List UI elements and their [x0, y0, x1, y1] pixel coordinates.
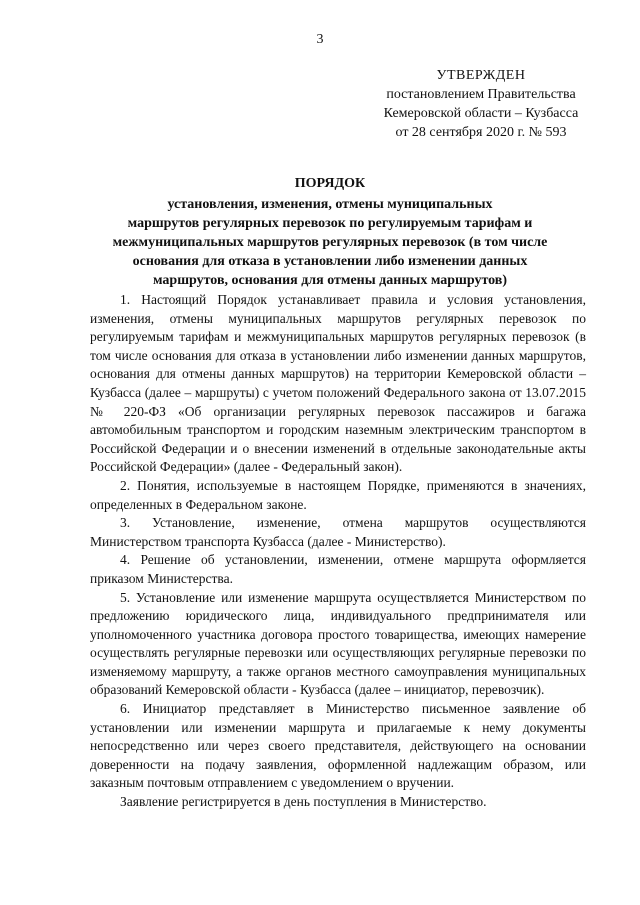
document-body — [90, 291, 586, 812]
paragraph-7: Заявление регистрируется в день поступления в Министерство. — [120, 794, 487, 810]
paragraph-1: 1. Настоящий Порядок устанавливает правила и условия установления, изменения, отмены муниципальных маршрутов регулярных перевозок по регулируемым тарифам и межмуниципальных маршрутов регулярных перевозок (в том числе основания для отказа в установлении либо изменении данных маршрутов, основания для отмены данных маршрутов) на территории Кемеровской области – Кузбасса (далее – маршруты) с учетом положений Федерального закона от 13.07.2015 № 220-ФЗ «Об организации регулярных перевозок пассажиров и багажа автомобильным транспортом и городским наземным электрическим транспортом в Российской Федерации и о внесении изменений в отдельные законодательные акты Российской Федерации» (далее - Федеральный закон). — [90, 292, 586, 475]
paragraph-5: 5. Установление или изменение маршрута осуществляется Министерством по предложению юридического лица, индивидуального предпринимателя или уполномоченного участника договора простого товарищества, имеющих намерение осуществлять регулярные перевозки или осуществляющих регулярные перевозки по изменяемому маршруту, а также органов местного самоуправления муниципальных образований Кемеровской области - Кузбасса (далее – инициатор, перевозчик). — [90, 589, 586, 698]
approved-heading: УТВЕРЖДЕН — [436, 68, 526, 83]
paragraph-3: 3. Установление, изменение, отмена маршрутов осуществляются Министерством транспорта Кузбасса (далее - Министерство). — [90, 515, 586, 549]
paragraph-6: 6. Инициатор представляет в Министерство письменное заявление об установлении или изменении маршрута и прилагаемые к нему документы непосредственно или через своего представителя, действующего на основании доверенности на подачу заявления, оформленной надлежащим образом, или заказным почтовым отправлением с уведомлением о вручении. — [90, 701, 586, 791]
title-line-1: установления, изменения, отмены муниципальных — [167, 197, 493, 212]
title-line-5: маршрутов, основания для отмены данных маршрутов) — [152, 273, 508, 288]
paragraph-4: 4. Решение об установлении, изменении, отмене маршрута оформляется приказом Министерства. — [90, 552, 586, 586]
title-line-2: маршрутов регулярных перевозок по регулируемым тарифам и — [127, 216, 533, 231]
title-line-3: межмуниципальных маршрутов регулярных перевозок (в том числе — [112, 235, 548, 250]
document-title — [100, 174, 560, 290]
title-heading: ПОРЯДОК — [294, 176, 366, 191]
page-number: 3 — [316, 32, 324, 47]
approval-line-1: постановлением Правительства — [386, 87, 576, 102]
approval-stamp — [356, 66, 606, 142]
approval-line-2: Кемеровской области – Кузбасса — [383, 106, 579, 121]
title-line-4: основания для отказа в установлении либо изменении данных — [132, 254, 528, 269]
paragraph-2: 2. Понятия, используемые в настоящем Порядке, применяются в значениях, определенных в Федеральном законе. — [90, 477, 586, 512]
approval-line-3: от 28 сентября 2020 г. № 593 — [395, 125, 567, 140]
